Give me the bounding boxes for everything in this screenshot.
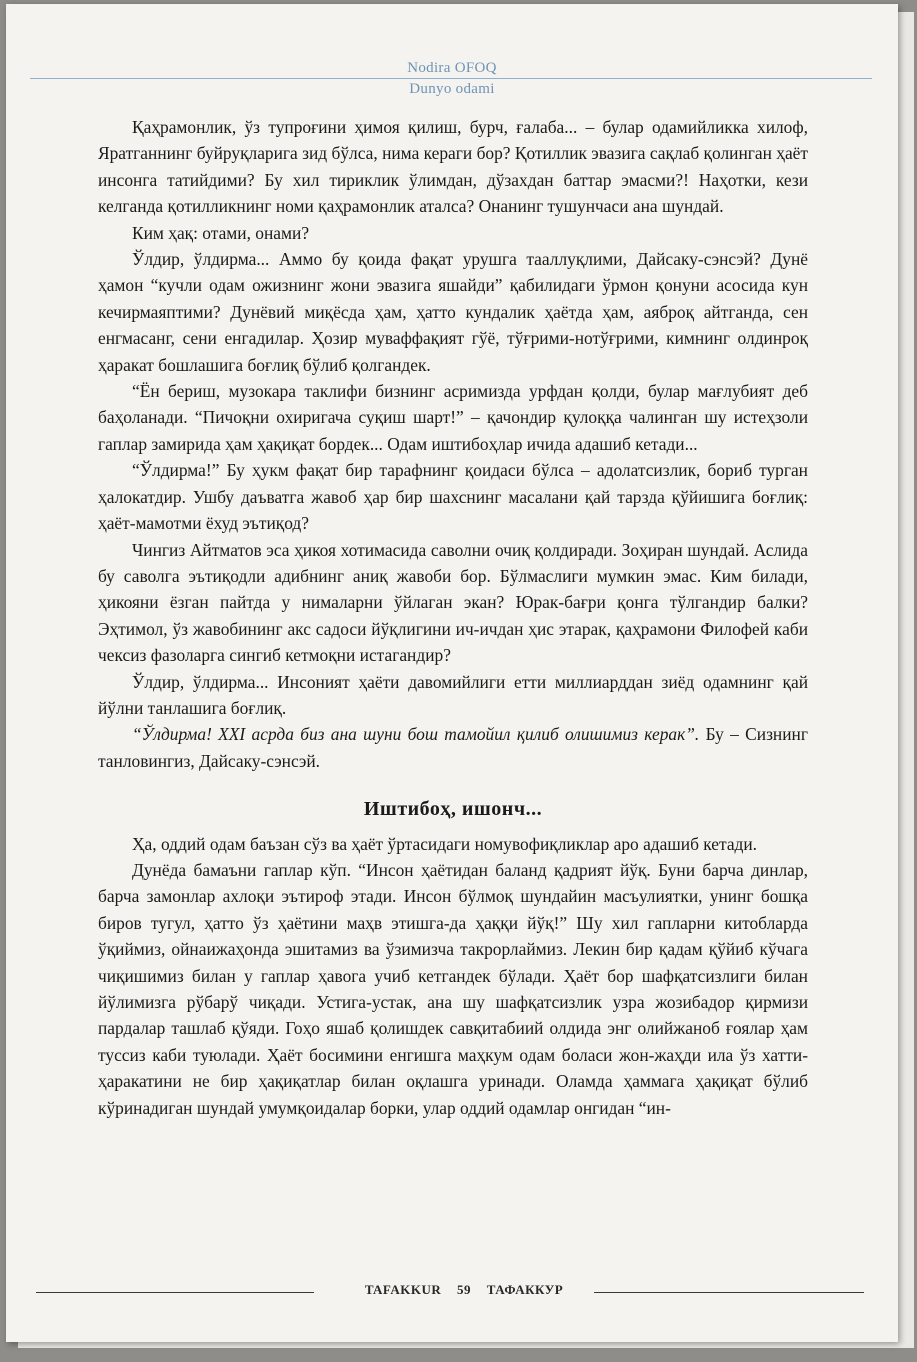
paragraph: “Ён бериш, музокара таклифи бизнинг асримизда урфдан қолди, булар мағлубият деб баҳоланади. “Пичоқни охиригача суқиш шарт!” – қачондир қулоққа чалинган шу истеҳзоли гаплар замирида ҳам ҳақиқат бордек... Одам иштибоҳлар ичида адашиб кетади... bbox=[98, 381, 808, 454]
page-number: 59 bbox=[457, 1282, 472, 1297]
paragraph: Дунёда бамаъни гаплар кўп. “Инсон ҳаётидан баланд қадрият йўқ. Буни барча динлар, барча замонлар ахлоқи эътироф этади. Инсон бўлмоқ шундайин масъулиятки, унинг бошқа биров тугул, ҳатто ўз ҳаётини маҳв этишга-да ҳаққи йўқ!” Шу хил гапларни китобларда ўқиймиз, ойнаижаҳонда эшитамиз ва ўзимизча такрорлаймиз. Лекин бир қадам қўйиб кўчага чиқишимиз билан у гаплар ҳавога учиб кетгандек бўлади. Ҳаёт бор шафқатсизлиги билан йўлимизга рўбарў чиқади. Устига-устак, ана шу шафқатсизлик узра жозибадор қирмизи пардалар ташлаб қўяди. Гоҳо яшаб қолишдек савқитабиий олдида энг олийжаноб ғоялар ҳам туссиз каби туюлади. Ҳаёт босимини енгишга маҳкум одам боласи жон-жаҳди ила ўз хатти-ҳаракатини не бир ҳақиқатлар билан оқлашга уринади. Оламда ҳаммага ҳақиқат бўлиб кўринадиган шундай умумқоидалар борки, улар оддий одамлар онгидан “ин- bbox=[98, 859, 808, 1118]
footer-journal-cyrillic: ТАФАККУР bbox=[486, 1282, 564, 1297]
page-footer bbox=[36, 1282, 864, 1302]
paragraph: Ҳа, оддий одам баъзан сўз ва ҳаёт ўртасидаги номувофиқликлар аро адашиб кетади. bbox=[132, 833, 758, 854]
footer-journal-latin: TAFAKKUR bbox=[364, 1282, 442, 1297]
book-page bbox=[6, 4, 898, 1342]
paragraph: Ўлдир, ўлдирма... Аммо бу қоида фақат урушга тааллуқлими, Дайсаку-сэнсэй? Дунё ҳамон “кучли одам ожизнинг жони эвазига яшайди” қабилидаги ўрмон қонуни асосида кун кечирмаяптими? Дунёвий миқёсда ҳам, ҳатто кундалик ҳаётда ҳам, аяброқ айтганда, сен енгмасанг, сени енгадилар. Ҳозир муваффақият гўё, тўғрими-нотўғрими, кимнинг олдинроқ ҳаракат бошлашига боғлиқ бўлиб қолгандек. bbox=[98, 249, 808, 375]
paragraph: Ким ҳақ: отами, онами? bbox=[132, 222, 310, 243]
header-book-title: Dunyo odami bbox=[409, 81, 495, 97]
paragraph: Ўлдир, ўлдирма... Инсоният ҳаёти давомийлиги етти миллиарддан зиёд одамнинг қай йўлни танлашига боғлиқ. bbox=[98, 671, 808, 718]
quote-continuation: Бу – Сизнинг танловингиз, Дайсаку-сэнсэй. bbox=[98, 724, 808, 771]
italic-quote-paragraph bbox=[98, 721, 808, 774]
paragraph: Чингиз Айтматов эса ҳикоя хотимасида саволни очиқ қолдиради. Зоҳиран шундай. Аслида бу саволга эътиқодли адибнинг аниқ жавоби бор. Бўлмаслиги мумкин эмас. Ким билади, ҳикояни ёзган пайтда у нималарни ўйлаган экан? Юрак-бағри қонга тўлгандир балки? Эҳтимол, ўз жавобининг акс садоси йўқлигини ич-ичдан ҳис этарак, қаҳрамони Филофей каби чексиз фазоларга сингиб кетмоқни истагандир? bbox=[98, 539, 808, 666]
footer-center bbox=[328, 1282, 600, 1298]
paragraph: Қаҳрамонлик, ўз тупроғини ҳимоя қилиш, бурч, ғалаба... – булар одамийликка хилоф, Яратганнинг буйруқларига зид бўлса, нима кераги бор? Қотиллик эвазига сақлаб қолинган ҳаёт инсонга татийдими? Бу хил тириклик ўлимдан, дўзахдан баттар эмасми?! Наҳотки, кези келганда қотилликнинг номи қаҳрамонлик аталса? Онанинг тушунчаси ана шундай. bbox=[98, 117, 808, 217]
italic-quote: “Ўлдирма! XXI асрда биз ана шуни бош тамойил қилиб олишимиз керак”. bbox=[132, 724, 700, 745]
body-text bbox=[98, 114, 808, 1121]
header-author: Nodira OFOQ bbox=[407, 60, 497, 76]
paragraph: “Ўлдирма!” Бу ҳукм фақат бир тарафнинг қоидаси бўлса – адолатсизлик, бориб турган ҳалокатдир. Ушбу даъватга жавоб ҳар бир шахснинг масалани қай тарзда қўйишига боғлиқ: ҳаёт-мамотми ёхуд эътиқод? bbox=[98, 460, 808, 534]
header-divider bbox=[30, 78, 872, 79]
footer-rule-left bbox=[36, 1292, 314, 1293]
section-heading: Иштибоҳ, ишонч... bbox=[363, 798, 543, 821]
footer-rule-right bbox=[594, 1292, 864, 1293]
